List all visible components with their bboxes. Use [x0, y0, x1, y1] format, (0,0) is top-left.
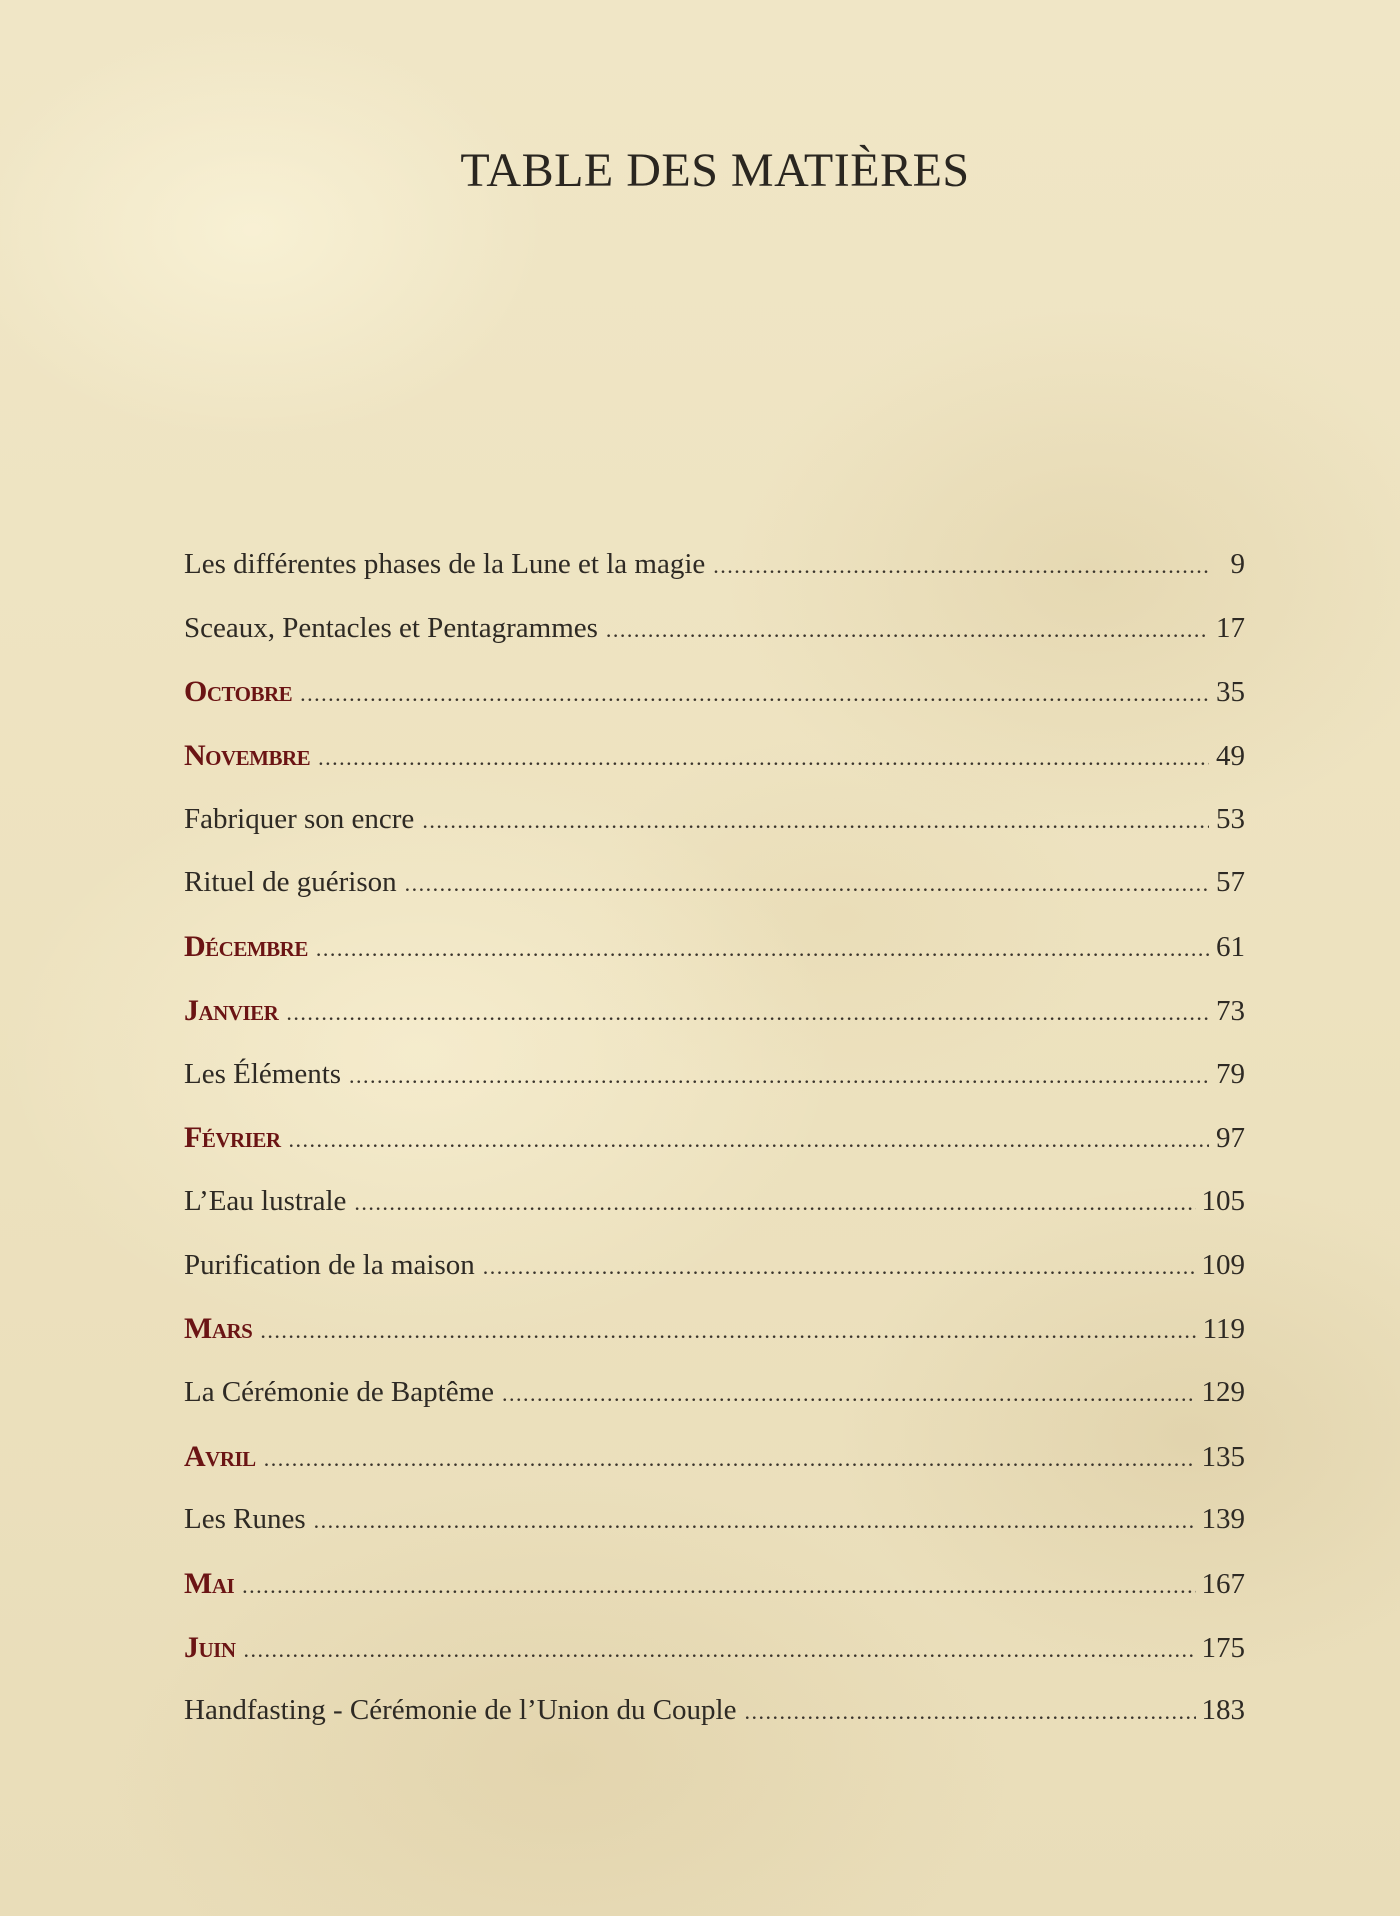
toc-entry-title: Sceaux, Pentacles et Pentagrammes [184, 611, 598, 644]
dot-leader [354, 1190, 1195, 1216]
month-heading: Juin [184, 1630, 236, 1664]
month-heading: Novembre [184, 739, 311, 773]
toc-entry-page: 119 [1202, 1313, 1245, 1346]
toc-entry-page: 109 [1201, 1248, 1245, 1281]
toc-entry-month [184, 1312, 1245, 1376]
toc-entry-page: 35 [1216, 676, 1245, 709]
toc-entry-month [184, 994, 1245, 1058]
dot-leader [422, 808, 1209, 834]
toc-entry [184, 548, 1245, 612]
toc-entry-page: 135 [1201, 1440, 1245, 1473]
table-of-contents [184, 548, 1245, 1758]
toc-entry-page: 49 [1216, 740, 1245, 773]
dot-leader [606, 617, 1209, 643]
toc-entry-month [184, 675, 1245, 739]
toc-entry-month [184, 739, 1245, 803]
dot-leader [314, 1508, 1196, 1534]
toc-entry [184, 803, 1245, 867]
dot-leader [260, 1318, 1196, 1344]
month-heading: Février [184, 1121, 281, 1155]
dot-leader [286, 1000, 1209, 1026]
dot-leader [713, 553, 1209, 579]
toc-entry-title: Purification de la maison [184, 1248, 475, 1281]
toc-entry-title: Fabriquer son encre [184, 802, 415, 835]
toc-entry-month [184, 1631, 1245, 1695]
dot-leader [264, 1446, 1196, 1472]
toc-entry [184, 1694, 1245, 1758]
month-heading: Mars [184, 1312, 253, 1346]
toc-entry-page: 61 [1216, 931, 1245, 964]
toc-entry-month [184, 930, 1245, 994]
toc-entry-page: 105 [1201, 1184, 1245, 1217]
dot-leader [300, 681, 1209, 707]
month-heading: Octobre [184, 675, 293, 709]
toc-entry-page: 139 [1201, 1503, 1245, 1536]
toc-entry [184, 1249, 1245, 1313]
dot-leader [318, 745, 1209, 771]
toc-entry [184, 1503, 1245, 1567]
dot-leader [244, 1637, 1196, 1663]
month-heading: Décembre [184, 930, 308, 964]
dot-leader [502, 1381, 1195, 1407]
toc-entry-page: 57 [1216, 866, 1245, 899]
toc-entry-month [184, 1440, 1245, 1504]
toc-entry-title: Les Éléments [184, 1057, 342, 1090]
dot-leader [745, 1699, 1196, 1725]
dot-leader [405, 871, 1209, 897]
toc-entry-page: 17 [1216, 611, 1245, 644]
month-heading: Avril [184, 1439, 256, 1473]
toc-entry-page: 175 [1201, 1631, 1245, 1664]
toc-entry [184, 1058, 1245, 1122]
toc-entry-month [184, 1567, 1245, 1631]
dot-leader [349, 1063, 1209, 1089]
toc-entry-page: 167 [1201, 1568, 1245, 1600]
month-heading: Mai [184, 1567, 235, 1600]
dot-leader [289, 1127, 1209, 1153]
toc-entry [184, 612, 1245, 676]
page-title: TABLE DES MATIÈRES [460, 144, 970, 197]
toc-entry-page: 53 [1216, 802, 1245, 835]
dot-leader [483, 1254, 1196, 1280]
toc-entry-title: Rituel de guérison [184, 866, 397, 899]
toc-entry-month [184, 1121, 1245, 1185]
dot-leader [316, 936, 1209, 962]
toc-entry-title: Les Runes [184, 1503, 306, 1536]
toc-entry-page: 183 [1201, 1694, 1245, 1727]
toc-entry-title: La Cérémonie de Baptême [184, 1375, 495, 1408]
toc-entry [184, 866, 1245, 930]
toc-entry-page: 73 [1216, 994, 1245, 1027]
toc-entry [184, 1185, 1245, 1249]
dot-leader [242, 1573, 1195, 1599]
toc-entry [184, 1376, 1245, 1440]
month-heading: Janvier [184, 993, 279, 1027]
toc-entry-page: 79 [1216, 1057, 1245, 1090]
toc-entry-title: Les différentes phases de la Lune et la magie [184, 548, 706, 580]
toc-entry-page: 129 [1201, 1375, 1245, 1408]
toc-entry-title: Handfasting - Cérémonie de l’Union du Couple [184, 1694, 737, 1727]
toc-entry-title: L’Eau lustrale [184, 1184, 347, 1217]
toc-entry-page: 97 [1216, 1122, 1245, 1155]
toc-entry-page: 9 [1230, 548, 1245, 580]
